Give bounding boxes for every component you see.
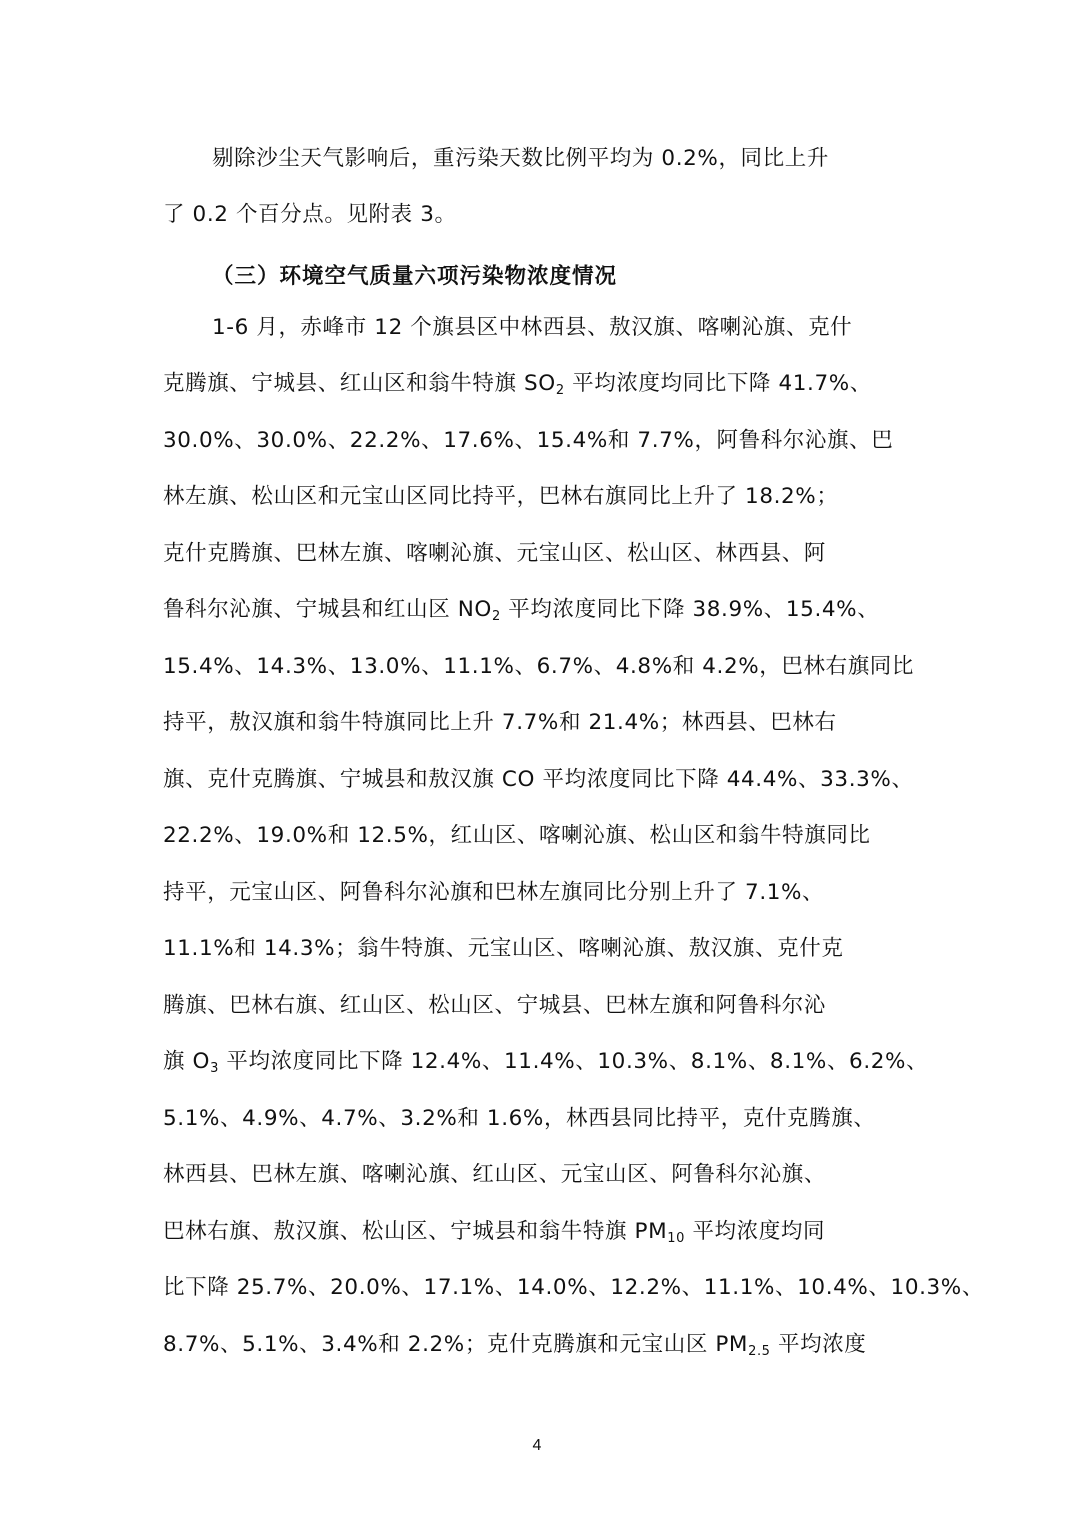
paragraph-line: 1-6 月，赤峰市 12 个旗县区中林西县、敖汉旗、喀喇沁旗、克什 [212, 315, 853, 340]
paragraph-line: 22.2%、19.0%和 12.5%，红山区、喀喇沁旗、松山区和翁牛特旗同比 [163, 823, 871, 848]
paragraph-line: 林西县、巴林左旗、喀喇沁旗、红山区、元宝山区、阿鲁科尔沁旗、 [163, 1162, 827, 1187]
paragraph-line: 8.7%、5.1%、3.4%和 2.2%；克什克腾旗和元宝山区 $PM_{2.5}$ 平均浓度 [163, 1332, 867, 1359]
paragraph-line: 11.1%和 14.3%；翁牛特旗、元宝山区、喀喇沁旗、敖汉旗、克什克 [163, 936, 844, 961]
paragraph-line: 5.1%、4.9%、4.7%、3.2%和 1.6%，林西县同比持平，克什克腾旗、 [163, 1106, 876, 1131]
paragraph-line: 林左旗、松山区和元宝山区同比持平，巴林右旗同比上升了 18.2%； [163, 484, 839, 509]
paragraph-line: 巴林右旗、敖汉旗、松山区、宁城县和翁牛特旗 $PM_{10}$ 平均浓度均同 [163, 1219, 826, 1246]
page-number: 4 [532, 1437, 542, 1454]
paragraph-line: 15.4%、14.3%、13.0%、11.1%、6.7%、4.8%和 4.2%，巴林右旗同比 [163, 654, 915, 679]
paragraph-line: 旗、克什克腾旗、宁城县和敖汉旗 CO 平均浓度同比下降 44.4%、33.3%、 [163, 767, 914, 792]
section-heading: （三）环境空气质量六项污染物浓度情况 [212, 264, 618, 289]
paragraph-line: 比下降 25.7%、20.0%、17.1%、14.0%、12.2%、11.1%、10.4%、10.3%、 [163, 1275, 984, 1300]
paragraph-line: 克腾旗、宁城县、红山区和翁牛特旗 $SO_2$ 平均浓度均同比下降 41.7%、 [163, 371, 872, 398]
paragraph-line: 旗 $O_3$ 平均浓度同比下降 12.4%、11.4%、10.3%、8.1%、8.1%、6.2%、 [163, 1049, 929, 1076]
paragraph-line: 腾旗、巴林右旗、红山区、松山区、宁城县、巴林左旗和阿鲁科尔沁 [163, 993, 827, 1018]
paragraph-line: 剔除沙尘天气影响后，重污染天数比例平均为 0.2%，同比上升 [212, 146, 829, 171]
paragraph-line: 持平，敖汉旗和翁牛特旗同比上升 7.7%和 21.4%；林西县、巴林右 [163, 710, 837, 735]
paragraph-line: 克什克腾旗、巴林左旗、喀喇沁旗、元宝山区、松山区、林西县、阿 [163, 541, 827, 566]
paragraph-line: 持平，元宝山区、阿鲁科尔沁旗和巴林左旗同比分别上升了 7.1%、 [163, 880, 825, 905]
paragraph-line: 鲁科尔沁旗、宁城县和红山区 $NO_2$ 平均浓度同比下降 38.9%、15.4%、 [163, 597, 880, 624]
paragraph-line: 了 0.2 个百分点。见附表 3。 [163, 202, 457, 227]
paragraph-line: 30.0%、30.0%、22.2%、17.6%、15.4%和 7.7%，阿鲁科尔沁旗、巴 [163, 428, 894, 453]
